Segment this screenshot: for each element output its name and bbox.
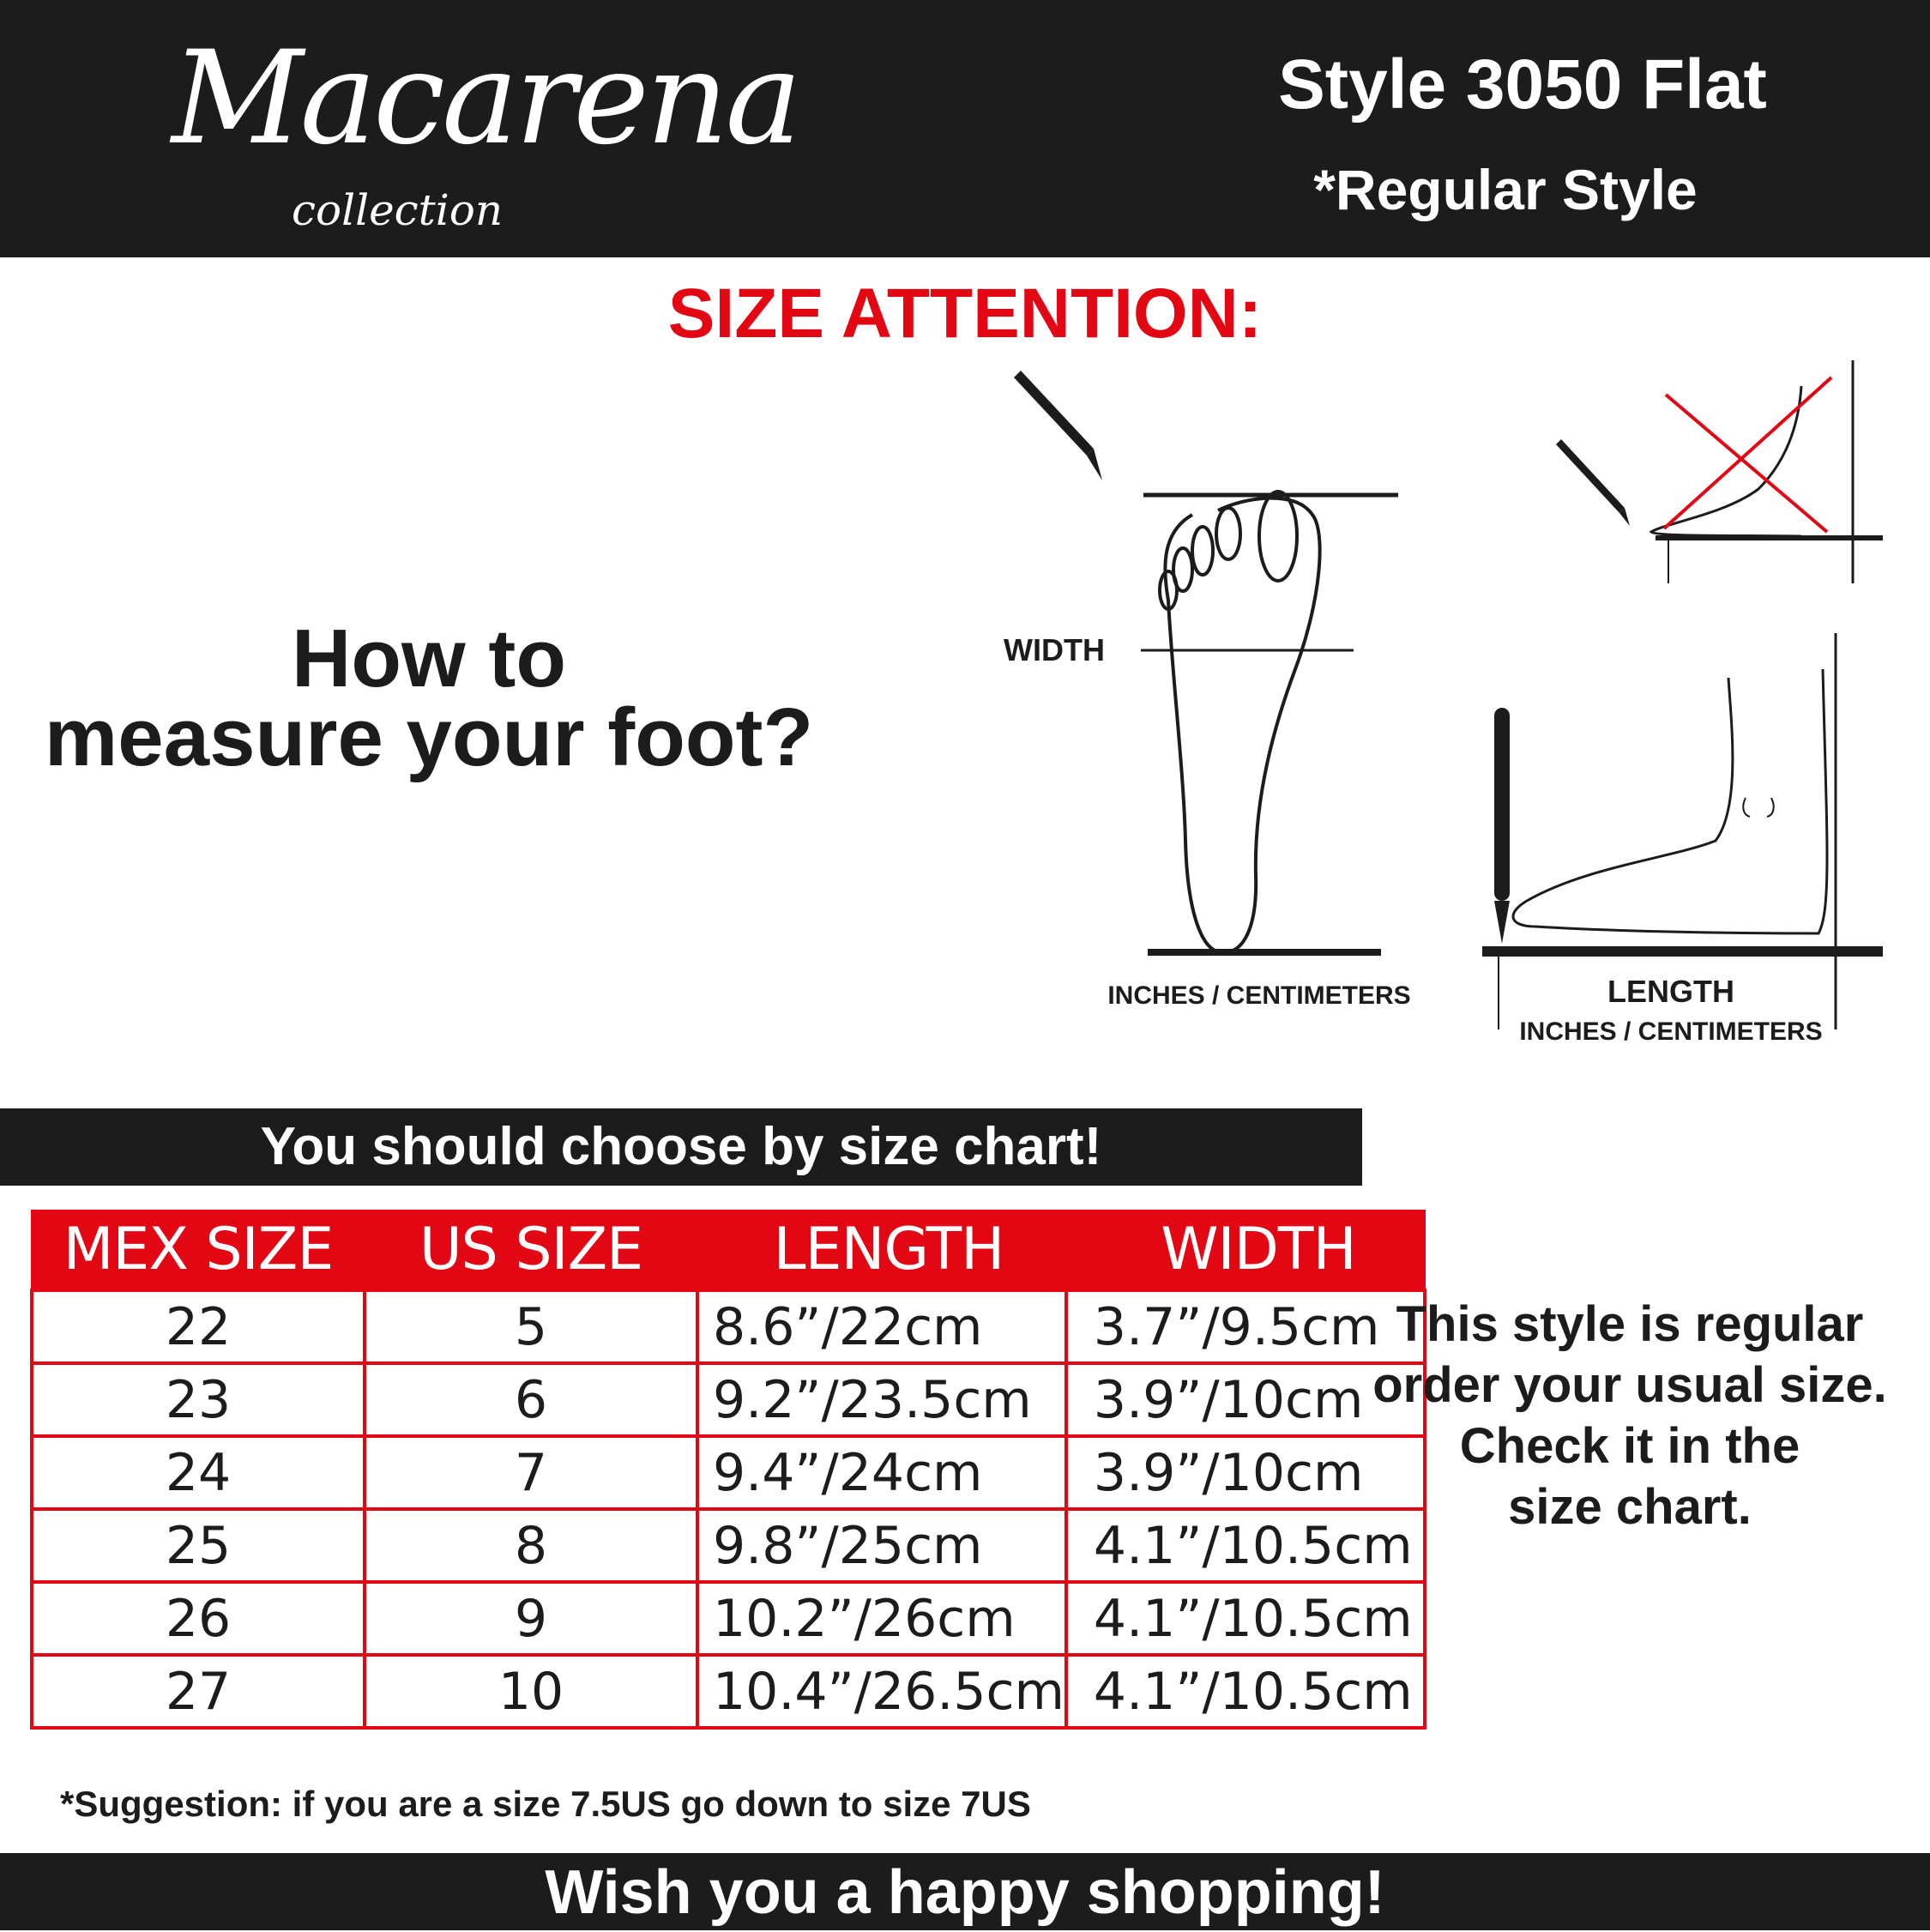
size-chart-table <box>30 1210 1426 1730</box>
us-size-cell: 5 <box>365 1290 697 1363</box>
length-cell: 8.6”/22cm <box>697 1290 1066 1363</box>
us-size-cell: 7 <box>365 1436 697 1509</box>
width-cell: 3.7”/9.5cm <box>1066 1290 1425 1363</box>
how-to-line2: measure your foot? <box>44 691 814 783</box>
mex-size-cell: 23 <box>32 1363 365 1436</box>
mex-size-cell: 24 <box>32 1436 365 1509</box>
length-cell: 9.8”/25cm <box>697 1509 1066 1582</box>
header-length: LENGTH <box>697 1210 1066 1290</box>
us-size-cell: 8 <box>365 1509 697 1582</box>
mex-size-cell: 25 <box>32 1509 365 1582</box>
size-attention-heading: SIZE ATTENTION: <box>667 275 1263 353</box>
brand-name: Macarena <box>172 24 799 173</box>
length-cell: 10.2”/26cm <box>697 1582 1066 1655</box>
us-size-cell: 10 <box>365 1655 697 1728</box>
foot-sole-icon <box>1160 492 1320 952</box>
table-row <box>32 1509 1425 1582</box>
note-line1: This style is regular <box>1396 1296 1864 1352</box>
note-line3: Check it in the <box>1459 1418 1800 1474</box>
foot-measure-diagram <box>986 360 1896 1064</box>
style-title: Style 3050 Flat <box>1278 45 1767 124</box>
footer-bar: Wish you a happy shopping! <box>0 1853 1930 1930</box>
mex-size-cell: 26 <box>32 1582 365 1655</box>
table-row <box>32 1290 1425 1363</box>
mex-size-cell: 22 <box>32 1290 365 1363</box>
length-cell: 9.4”/24cm <box>697 1436 1066 1509</box>
brand-subtitle: collection <box>292 185 504 235</box>
width-cell: 3.9”/10cm <box>1066 1363 1425 1436</box>
us-size-cell: 6 <box>365 1363 697 1436</box>
mex-size-cell: 27 <box>32 1655 365 1728</box>
side-foot-wrong-icon <box>1556 360 1883 583</box>
table-row <box>32 1655 1425 1728</box>
header-width: WIDTH <box>1066 1210 1425 1290</box>
choose-banner: You should choose by size chart! <box>0 1108 1362 1186</box>
header-bar <box>0 0 1930 257</box>
length-label: LENGTH <box>1607 974 1734 1009</box>
style-subtitle: *Regular Style <box>1313 158 1698 221</box>
pen-icon <box>1014 371 1102 480</box>
us-size-cell: 9 <box>365 1582 697 1655</box>
table-row <box>32 1436 1425 1509</box>
how-to-heading <box>26 613 832 783</box>
length-units-label: INCHES / CENTIMETERS <box>1519 1017 1823 1046</box>
note-line4: size chart. <box>1508 1479 1752 1535</box>
width-cell: 4.1”/10.5cm <box>1066 1582 1425 1655</box>
width-cell: 4.1”/10.5cm <box>1066 1655 1425 1728</box>
width-cell: 3.9”/10cm <box>1066 1436 1425 1509</box>
table-header-row <box>32 1210 1425 1290</box>
table-row <box>32 1582 1425 1655</box>
header-us-size: US SIZE <box>365 1210 697 1290</box>
how-to-line1: How to <box>292 613 566 704</box>
length-cell: 9.2”/23.5cm <box>697 1363 1066 1436</box>
brand-logo <box>163 17 799 240</box>
side-foot-length-icon <box>1482 633 1883 1029</box>
header-mex-size: MEX SIZE <box>32 1210 365 1290</box>
width-cell: 4.1”/10.5cm <box>1066 1509 1425 1582</box>
length-cell: 10.4”/26.5cm <box>697 1655 1066 1728</box>
regular-style-note <box>1372 1294 1887 1537</box>
width-label: WIDTH <box>1004 632 1105 667</box>
note-line2: order your usual size. <box>1372 1357 1887 1413</box>
size-suggestion: *Suggestion: if you are a size 7.5US go down to size 7US <box>60 1784 1031 1824</box>
width-units-label: INCHES / CENTIMETERS <box>1107 981 1411 1010</box>
table-row <box>32 1363 1425 1436</box>
